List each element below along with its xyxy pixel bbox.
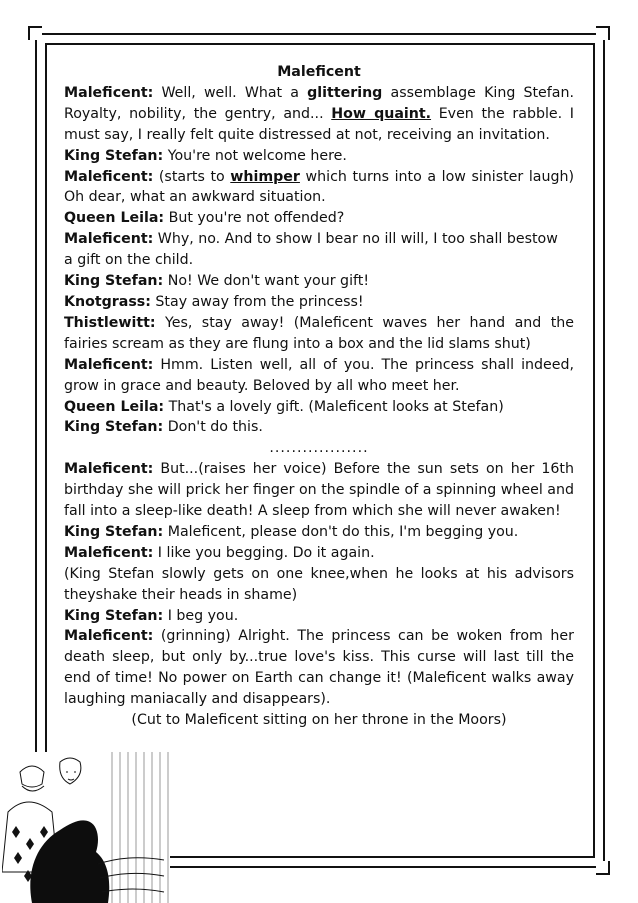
dialogue-line: Maleficent: Hmm. Listen well, all of you. The princess shall indeed, grow in grace and beauty. Beloved by all who meet her. (64, 356, 574, 394)
scene-break: .................. (269, 440, 369, 457)
maleficent-illustration (2, 752, 170, 903)
speaker-name: King Stefan: (64, 419, 164, 436)
speaker-name: Maleficent: (64, 628, 154, 645)
emphasis-word: glittering (307, 84, 383, 101)
speaker-name: Maleficent: (64, 356, 154, 373)
speaker-name: King Stefan: (64, 273, 164, 290)
emphasis-word: whimper (230, 168, 300, 185)
dialogue-line: Thistlewitt: Yes, stay away! (Maleficent waves her hand and the fairies scream as they are flung into a box and the lid slams shut) (64, 314, 574, 352)
dialogue-line: Maleficent: (starts to whimper which turns into a low sinister laugh) Oh dear, what an awkward situation. (64, 168, 574, 206)
stage-direction: (King Stefan slowly gets on one knee,when he looks at his advisors theyshake their heads in shame) (64, 565, 574, 603)
stage-direction: (Cut to Maleficent sitting on her throne in the Moors) (131, 712, 507, 729)
speaker-name: Thistlewitt: (64, 314, 156, 331)
speaker-name: Knotgrass: (64, 293, 151, 310)
dialogue-line: King Stefan: No! We don't want your gift! (64, 273, 370, 290)
dialogue-line: King Stefan: You're not welcome here. (64, 147, 347, 164)
dialogue-line: Maleficent: (grinning) Alright. The princess can be woken from her death sleep, but only by...true love's kiss. This curse will last till the end of time! No power on Earth can change it! (Maleficent walks away laughing maniacally and disappears). (64, 628, 574, 708)
speaker-name: Maleficent: (64, 544, 154, 561)
speaker-name: King Stefan: (64, 607, 164, 624)
dialogue-line: King Stefan: I beg you. (64, 607, 239, 624)
dialogue-line: Queen Leila: But you're not offended? (64, 210, 345, 227)
emphasis-phrase: How quaint. (331, 105, 432, 122)
dialogue-line: Maleficent: But...(raises her voice) Before the sun sets on her 16th birthday she will prick her finger on the spindle of a spinning wheel and fall into a sleep-like death! A sleep from which she will never awaken! (64, 461, 574, 520)
dialogue-line: King Stefan: Don't do this. (64, 419, 263, 436)
dialogue-line: Maleficent: Why, no. And to show I bear no ill will, I too shall bestow a gift on the child. (64, 231, 558, 269)
speaker-name: Queen Leila: (64, 398, 165, 415)
speaker-name: Queen Leila: (64, 210, 165, 227)
dialogue-line: Maleficent: I like you begging. Do it again. (64, 544, 375, 561)
corner-ornament (596, 861, 610, 875)
dialogue-line: Maleficent: Well, well. What a glittering assemblage King Stefan. Royalty, nobility, the gentry, and... How quaint. Even the rabble. I must say, I really felt quite distressed at not, receiving an invitation. (64, 84, 574, 143)
speaker-name: Maleficent: (64, 168, 154, 185)
corner-ornament (596, 26, 610, 40)
script-body (64, 62, 574, 731)
script-title: Maleficent (277, 64, 361, 80)
speaker-name: King Stefan: (64, 147, 164, 164)
speaker-name: King Stefan: (64, 523, 164, 540)
dialogue-line: Queen Leila: That's a lovely gift. (Maleficent looks at Stefan) (64, 398, 504, 415)
corner-ornament (28, 26, 42, 40)
dialogue-line: King Stefan: Maleficent, please don't do this, I'm begging you. (64, 523, 519, 540)
dialogue-line: Knotgrass: Stay away from the princess! (64, 293, 364, 310)
speaker-name: Maleficent: (64, 231, 154, 248)
speaker-name: Maleficent: (64, 461, 154, 478)
speaker-name: Maleficent: (64, 84, 154, 101)
